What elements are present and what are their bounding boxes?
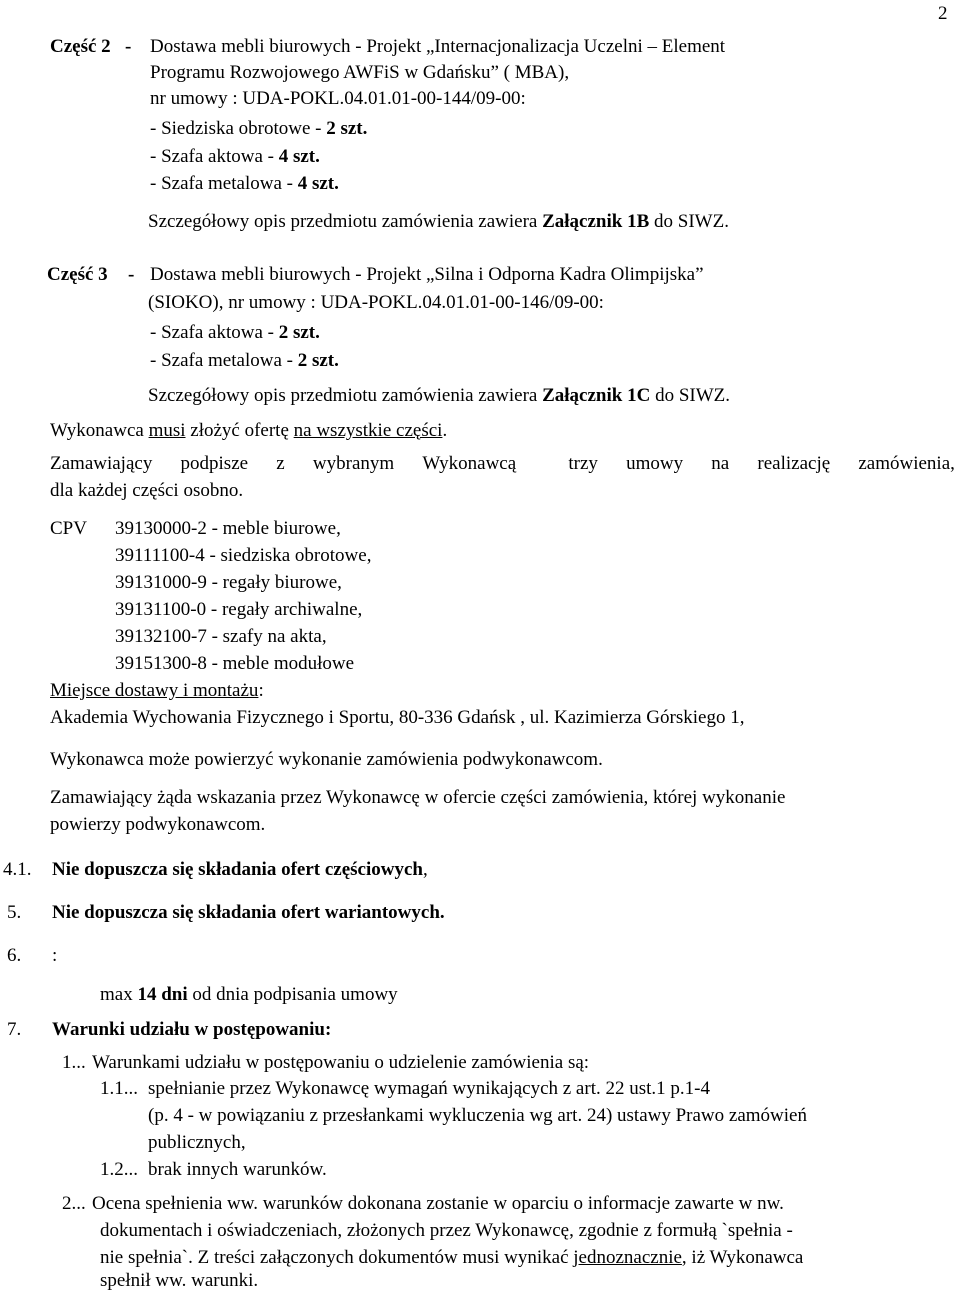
section-7-2-line-1: Ocena spełnienia ww. warunków dokonana zostanie w oparciu o informacje zawarte w nw.	[92, 1193, 784, 1214]
part-2-line-2: Programu Rozwojowego AWFiS w Gdańsku” ( MBA),	[150, 62, 570, 83]
contract-line-1: Zamawiający podpisze z wybranym Wykonawcą trzy umowy na realizację zamówienia,	[50, 453, 955, 474]
section-7-2-line-2: dokumentach i oświadczeniach, złożonych przez Wykonawcę, zgodnie z formułą `spełnia -	[100, 1220, 793, 1241]
part-2-spec: Szczegółowy opis przedmiotu zamówienia zawiera Załącznik 1B do SIWZ.	[148, 211, 729, 232]
section-7-2-line-4: spełnił ww. warunki.	[100, 1270, 259, 1291]
section-4-1-text: Nie dopuszcza się składania ofert częściowych,	[52, 859, 428, 880]
delivery-address: Akademia Wychowania Fizycznego i Sportu, 80-336 Gdańsk , ul. Kazimierza Górskiego 1,	[50, 707, 745, 728]
part-3-spec: Szczegółowy opis przedmiotu zamówienia zawiera Załącznik 1C do SIWZ.	[148, 385, 730, 406]
part-2-item: - Siedziska obrotowe - 2 szt.	[150, 118, 368, 139]
section-6-title: :	[52, 945, 58, 966]
section-4-1-number: 4.1.	[3, 859, 32, 880]
cpv-row: 39151300-8 - meble modułowe	[115, 653, 355, 674]
part-3-item: - Szafa metalowa - 2 szt.	[150, 350, 339, 371]
section-7-title: Warunki udziału w postępowaniu:	[52, 1019, 332, 1040]
cpv-row: 39131000-9 - regały biurowe,	[115, 572, 342, 593]
contract-line-2: dla każdej części osobno.	[50, 480, 244, 501]
part-3-item: - Szafa aktowa - 2 szt.	[150, 322, 320, 343]
part-2-label: Część 2	[50, 36, 111, 57]
page-number: 2	[938, 3, 948, 24]
section-7-1-1-text: spełnianie przez Wykonawcę wymagań wynikających z art. 22 ust.1 p.1-4	[148, 1078, 710, 1099]
section-5-text: Nie dopuszcza się składania ofert wariantowych.	[52, 902, 445, 923]
part-2-item: - Szafa metalowa - 4 szt.	[150, 173, 339, 194]
part-3-label: Część 3	[47, 264, 108, 285]
part-2-item: - Szafa aktowa - 4 szt.	[150, 146, 320, 167]
section-7-1-number: 1...	[62, 1052, 86, 1073]
delivery-label: Miejsce dostawy i montażu:	[50, 680, 264, 701]
section-7-1-2-text: brak innych warunków.	[148, 1159, 327, 1180]
section-7-1-1-line-2: (p. 4 - w powiązaniu z przesłankami wykluczenia wg art. 24) ustawy Prawo zamówień	[148, 1105, 807, 1126]
subcontract-req-2: powierzy podwykonawcom.	[50, 814, 266, 835]
section-7-number: 7.	[7, 1019, 22, 1040]
cpv-row: 39131100-0 - regały archiwalne,	[115, 599, 363, 620]
section-7-1-1-line-3: publicznych,	[148, 1132, 246, 1153]
part-2-line-3: nr umowy : UDA-POKL.04.01.01-00-144/09-00:	[150, 88, 526, 109]
section-7-1-2-number: 1.2...	[100, 1159, 138, 1180]
section-6-deadline: max 14 dni od dnia podpisania umowy	[100, 984, 398, 1005]
cpv-row: 39130000-2 - meble biurowe,	[115, 518, 341, 539]
section-7-1-text: Warunkami udziału w postępowaniu o udzielenie zamówienia są:	[92, 1052, 590, 1073]
offer-requirement: Wykonawca musi złożyć ofertę na wszystkie części.	[50, 420, 448, 441]
cpv-label: CPV	[50, 518, 87, 539]
section-7-2-line-3: nie spełnia`. Z treści załączonych dokumentów musi wynikać jednoznacznie, iż Wykonawca	[100, 1247, 804, 1268]
part-3-dash: -	[128, 264, 135, 285]
subcontract-line: Wykonawca może powierzyć wykonanie zamówienia podwykonawcom.	[50, 749, 603, 770]
section-7-2-number: 2...	[62, 1193, 86, 1214]
subcontract-req-1: Zamawiający żąda wskazania przez Wykonawcę w ofercie części zamówienia, której wykonanie	[50, 787, 786, 808]
part-3-line-2: (SIOKO), nr umowy : UDA-POKL.04.01.01-00-146/09-00:	[148, 292, 604, 313]
section-7-1-1-number: 1.1...	[100, 1078, 138, 1099]
part-3-line-1: Dostawa mebli biurowych - Projekt „Silna i Odporna Kadra Olimpijska”	[150, 264, 704, 285]
part-2-dash: -	[125, 36, 132, 57]
cpv-row: 39111100-4 - siedziska obrotowe,	[115, 545, 372, 566]
part-2-line-1: Dostawa mebli biurowych - Projekt „Internacjonalizacja Uczelni – Element	[150, 36, 726, 57]
cpv-row: 39132100-7 - szafy na akta,	[115, 626, 327, 647]
section-5-number: 5.	[7, 902, 22, 923]
section-6-number: 6.	[7, 945, 22, 966]
